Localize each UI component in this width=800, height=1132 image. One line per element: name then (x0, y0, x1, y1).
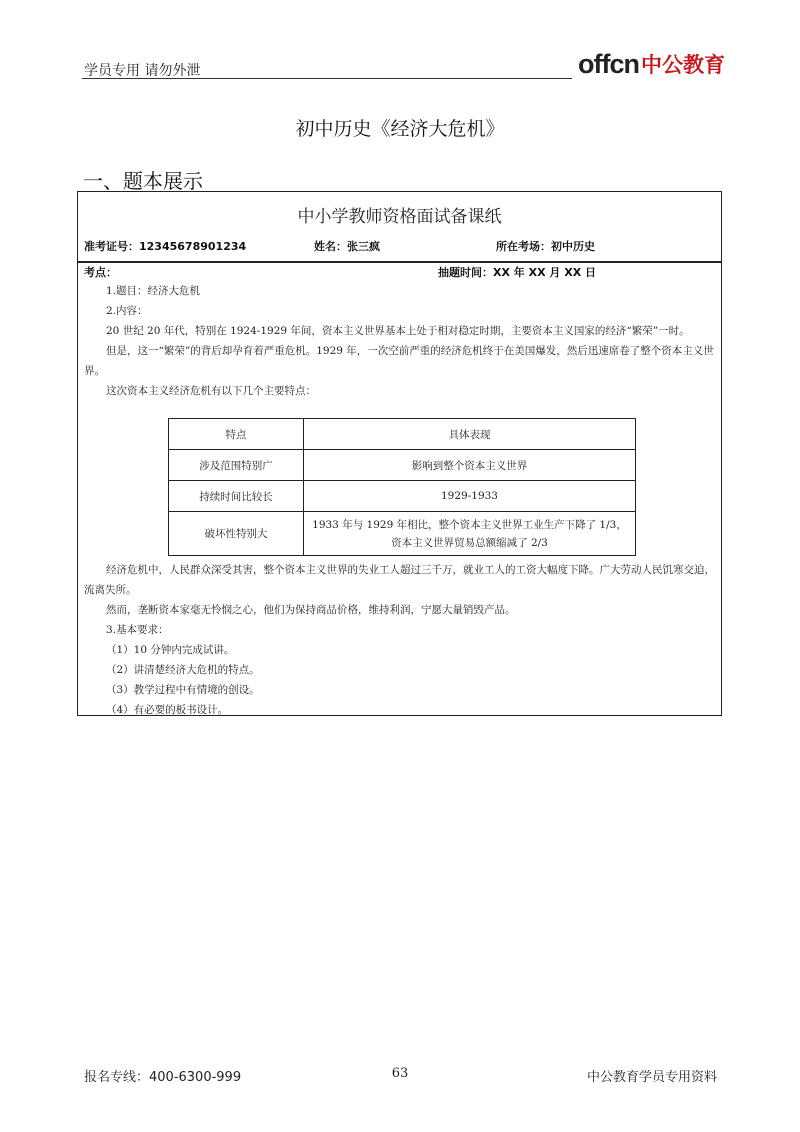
footer-note: 中公教育学员专用资料 (586, 1070, 717, 1085)
form-title: 中小学教师资格面试备课纸 (297, 207, 502, 227)
page-title: 初中历史《经济大危机》 (295, 118, 505, 140)
table-header-row (169, 419, 636, 450)
header-notice: 学员专用 请勿外泄 (84, 63, 201, 79)
table-row (169, 481, 636, 512)
table-cell: 1929-1933 (304, 481, 636, 512)
table-cell: 涉及范围特别广 (169, 450, 304, 481)
table-row (169, 450, 636, 481)
kaodian-row (78, 264, 721, 282)
divider (78, 262, 721, 263)
question-content (84, 281, 715, 401)
table-header: 具体表现 (304, 419, 636, 450)
exam-number: 准考证号：12345678901234 (84, 240, 247, 253)
content-line: 20 世纪 20 年代，特别在 1924-1929 年间，资本主义世界基本上处于相对稳定时期，主要资本主义国家的经济“繁荣”一时。 (106, 325, 690, 337)
draw-time: 抽题时间：XX 年 XX 月 XX 日 (438, 266, 597, 279)
table-cell: 持续时间比较长 (169, 481, 304, 512)
requirement-item: （3）教学过程中有情境的创设。 (106, 684, 260, 696)
footer-hotline: 报名专线：400-6300-999 (84, 1070, 242, 1085)
lesson-prep-form (77, 191, 722, 716)
content-line: 这次资本主义经济危机有以下几个主要特点： (106, 385, 316, 397)
table-cell: 1933 年与 1929 年相比，整个资本主义世界工业生产下降了 1/3，资本主义世界贸易总额缩减了 2/3 (304, 512, 636, 556)
content-line: 经济危机中，人民群众深受其害，整个资本主义世界的失业工人超过三千万，就业工人的工资大幅度下降。广大劳动人民饥寒交迫，流离失所。 (84, 564, 715, 596)
table-row (169, 512, 636, 556)
content-line: 1.题目：经济大危机 (106, 285, 201, 297)
content-line: 3.基本要求： (106, 624, 169, 636)
table-header: 特点 (169, 419, 304, 450)
candidate-name: 姓名：张三疯 (314, 240, 380, 253)
content-line: 然而，垄断资本家毫无怜悯之心，他们为保持商品价格，维持利润，宁愿大量销毁产品。 (106, 604, 516, 616)
page-number: 63 (391, 1066, 409, 1081)
requirement-item: （4）有必要的板书设计。 (106, 704, 229, 716)
content-line: 2.内容： (106, 305, 148, 317)
header-rule (82, 78, 572, 79)
kaodian-label: 考点： (84, 266, 117, 279)
table-cell: 破坏性特别大 (169, 512, 304, 556)
section-heading: 一、题本展示 (83, 169, 203, 193)
offcn-logo (578, 48, 725, 80)
logo-chinese: 中公教育 (640, 53, 725, 77)
logo-wordmark: offcn (578, 48, 639, 79)
features-table (168, 418, 636, 556)
requirement-item: （2）讲清楚经济大危机的特点。 (106, 664, 260, 676)
requirement-item: （1）10 分钟内完成试讲。 (106, 644, 235, 656)
candidate-info-row (78, 238, 721, 262)
exam-room: 所在考场：初中历史 (496, 240, 595, 253)
table-cell: 影响到整个资本主义世界 (304, 450, 636, 481)
question-content-continued (84, 560, 715, 720)
content-line: 但是，这一“繁荣”的背后却孕育着严重危机。1929 年，一次空前严重的经济危机终于在美国爆发，然后迅速席卷了整个资本主义世界。 (84, 345, 714, 377)
